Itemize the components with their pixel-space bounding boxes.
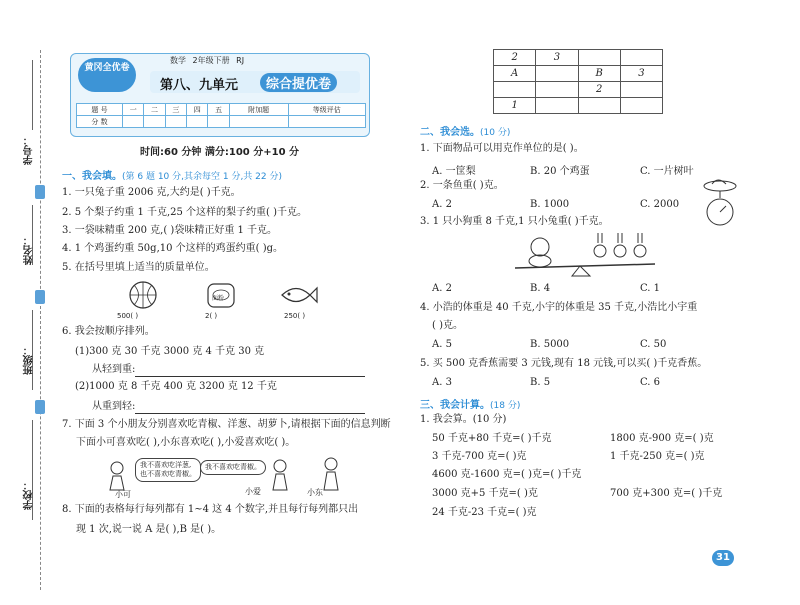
calc-item: 24 千克-23 千克=( )克 — [432, 507, 537, 518]
grid-cell — [620, 98, 662, 114]
s3-question-1: 1. 我会算。(10 分) — [420, 414, 507, 425]
s1-question-7a: 7. 下面 3 个小朋友分别喜欢吃青椒、洋葱、胡萝卜,请根据下面的信息判断 — [62, 419, 391, 430]
s1-question-7b: 下面小可喜欢吃( ),小东喜欢吃( ),小爱喜欢吃( )。 — [76, 437, 296, 448]
q6-2-answer — [92, 400, 365, 414]
calc-item: 700 克+300 克=( )千克 — [610, 488, 723, 499]
score-value-row — [77, 116, 366, 128]
subject-line: 数学 2年级下册 RJ — [170, 56, 245, 65]
grid-cell — [578, 98, 620, 114]
grid-cell — [494, 82, 536, 98]
s2-q1-option-a[interactable]: A. 一筐梨 — [432, 166, 476, 177]
s1-question-3: 3. 一袋味精重 200 克,( )袋味精正好重 1 千克。 — [62, 225, 278, 236]
s2-q2-option-a[interactable]: A. 2 — [432, 199, 452, 210]
grid-cell: 3 — [620, 66, 662, 82]
s2-question-1: 1. 下面物品可以用克作单位的是( )。 — [420, 143, 584, 154]
grid-cell: 3 — [536, 50, 578, 66]
score-header-cell: 等级评估 — [288, 104, 365, 116]
child-icon — [268, 458, 292, 492]
score-header-cell: 四 — [187, 104, 208, 116]
score-header-cell: 附加题 — [229, 104, 288, 116]
calc-item: 3 千克-700 克=( )克 — [432, 451, 527, 462]
flour-label: 面粉 — [212, 295, 225, 302]
kid-name-2: 小爱 — [245, 487, 261, 496]
fish-icon — [278, 282, 318, 308]
grid-cell — [536, 98, 578, 114]
score-header-cell: 二 — [144, 104, 165, 116]
score-cell[interactable] — [144, 116, 165, 128]
speech-bubble-2: 我不喜欢吃青椒。 — [200, 460, 266, 475]
page-title — [150, 71, 360, 93]
brand-logo: 黄冈全优卷 — [78, 58, 136, 92]
binding-cut-line — [40, 50, 41, 590]
grid-cell — [536, 66, 578, 82]
grid-row — [494, 82, 663, 98]
score-cell[interactable] — [229, 116, 288, 128]
section3-title — [420, 396, 520, 411]
s2-q4-option-c[interactable]: C. 50 — [640, 339, 667, 350]
calc-item: 50 千克+80 千克=( )千克 — [432, 433, 552, 444]
s2-q4-option-a[interactable]: A. 5 — [432, 339, 452, 350]
score-header-cell: 三 — [165, 104, 186, 116]
q5-blank-2[interactable]: 2( ) — [205, 312, 218, 320]
student-id-label: 学号： — [24, 135, 35, 165]
binding-dot — [35, 185, 45, 199]
score-table — [76, 103, 366, 128]
grid-cell — [620, 82, 662, 98]
calc-item: 3000 克+5 千克=( )克 — [432, 488, 538, 499]
q6-1-prompt: 从轻到重: — [92, 364, 136, 375]
grid-cell — [536, 82, 578, 98]
q6-1-items: (1)300 克 30 千克 3000 克 4 千克 30 克 — [75, 346, 265, 357]
section3-heading: 三、我会计算。 — [420, 400, 490, 411]
grid-cell: B — [578, 66, 620, 82]
number-grid-table — [493, 49, 663, 114]
s2-q1-option-b[interactable]: B. 20 个鸡蛋 — [530, 166, 590, 177]
score-cell[interactable] — [187, 116, 208, 128]
grid-cell: 2 — [578, 82, 620, 98]
grid-cell — [620, 50, 662, 66]
kid-name-1: 小可 — [115, 490, 131, 499]
section1-note: (第 6 题 10 分,其余每空 1 分,共 22 分) — [122, 172, 282, 182]
score-cell[interactable] — [123, 116, 144, 128]
s2-question-3: 3. 1 只小狗重 8 千克,1 只小兔重( )千克。 — [420, 216, 609, 227]
score-cell[interactable] — [208, 116, 229, 128]
section1-heading: 一、我会填。 — [62, 171, 122, 182]
s2-q3-option-c[interactable]: C. 1 — [640, 283, 661, 294]
basketball-icon — [128, 280, 158, 310]
s2-question-4b: ( )克。 — [432, 320, 463, 331]
grid-row — [494, 66, 663, 82]
name-label: 姓名： — [24, 235, 35, 265]
grid-row — [494, 50, 663, 66]
s1-question-4: 4. 1 个鸡蛋约重 50g,10 个这样的鸡蛋约重( )g。 — [62, 243, 284, 254]
time-score-line: 时间:60 分钟 满分:100 分+10 分 — [140, 147, 300, 158]
s1-question-5: 5. 在括号里填上适当的质量单位。 — [62, 262, 215, 273]
s2-q3-option-b[interactable]: B. 4 — [530, 283, 551, 294]
s1-question-8b: 现 1 次,说一说 A 是( ),B 是( )。 — [76, 524, 222, 535]
grid-cell: 2 — [494, 50, 536, 66]
score-header-row — [77, 104, 366, 116]
q6-1-answer-line[interactable] — [135, 367, 365, 377]
s2-q5-option-c[interactable]: C. 6 — [640, 377, 661, 388]
binding-dot — [35, 290, 45, 304]
calc-item: 4600 克-1600 克=( )克=( )千克 — [432, 469, 582, 480]
s2-q2-option-c[interactable]: C. 2000 — [640, 199, 680, 210]
grid-cell — [578, 50, 620, 66]
s2-question-4a: 4. 小浩的体重是 40 千克,小宇的体重是 35 千克,小浩比小宇重 — [420, 302, 698, 313]
score-cell[interactable] — [288, 116, 365, 128]
grid-cell: 1 — [494, 98, 536, 114]
section3-note: (18 分) — [490, 401, 521, 411]
title-name: 综合提优卷 — [260, 73, 337, 92]
s1-question-1: 1. 一只兔子重 2006 克,大约是( )千克。 — [62, 187, 241, 198]
s2-q3-option-a[interactable]: A. 2 — [432, 283, 452, 294]
q5-blank-3[interactable]: 250( ) — [284, 312, 306, 320]
school-label: 学校： — [24, 480, 35, 510]
section2-note: (10 分) — [480, 128, 511, 138]
grid-cell: A — [494, 66, 536, 82]
section2-heading: 二、我会选。 — [420, 127, 480, 138]
q6-2-items: (2)1000 克 8 千克 400 克 3200 克 12 千克 — [75, 381, 277, 392]
scale-icon — [700, 172, 740, 232]
title-unit: 第八、九单元 — [160, 78, 239, 93]
s2-q5-option-a[interactable]: A. 3 — [432, 377, 452, 388]
speech-bubble-1: 我不喜欢吃洋葱, 也不喜欢吃青椒。 — [135, 458, 201, 482]
kid-name-3: 小东 — [307, 488, 323, 497]
s2-question-5: 5. 买 500 克香蕉需要 3 元钱,现有 18 元钱,可以买( )千克香蕉。 — [420, 358, 708, 369]
s2-q2-option-b[interactable]: B. 1000 — [530, 199, 570, 210]
child-icon — [105, 460, 129, 492]
score-header-cell: 五 — [208, 104, 229, 116]
grid-row — [494, 98, 663, 114]
q6-1-answer — [92, 363, 365, 377]
binding-dot — [35, 400, 45, 414]
score-header-cell: 题 号 — [77, 104, 123, 116]
s2-q1-option-c[interactable]: C. 一片树叶 — [640, 166, 694, 177]
q6-2-answer-line[interactable] — [135, 404, 365, 414]
score-row-label: 分 数 — [77, 116, 123, 128]
s1-question-8a: 8. 下面的表格每行每列都有 1~4 这 4 个数字,并且每行每列都只出 — [62, 504, 359, 515]
q5-blank-1[interactable]: 500( ) — [117, 312, 139, 320]
binding-line — [32, 60, 33, 130]
page-number: 31 — [712, 550, 734, 566]
class-label: 班级： — [24, 345, 35, 375]
s2-q5-option-b[interactable]: B. 5 — [530, 377, 551, 388]
calc-item: 1 千克-250 克=( )克 — [610, 451, 705, 462]
section2-title — [420, 123, 510, 138]
s1-question-6: 6. 我会按顺序排列。 — [62, 326, 155, 337]
calc-item: 1800 克-900 克=( )克 — [610, 433, 714, 444]
section1-title — [62, 167, 282, 182]
s2-q4-option-b[interactable]: B. 5000 — [530, 339, 570, 350]
score-cell[interactable] — [165, 116, 186, 128]
q6-2-prompt: 从重到轻: — [92, 401, 136, 412]
s1-question-2: 2. 5 个梨子约重 1 千克,25 个这样的梨子约重( )千克。 — [62, 207, 308, 218]
score-header-cell: 一 — [123, 104, 144, 116]
s2-question-2: 2. 一条鱼重( )克。 — [420, 180, 504, 191]
balance-dog-rabbits-icon — [510, 233, 660, 278]
